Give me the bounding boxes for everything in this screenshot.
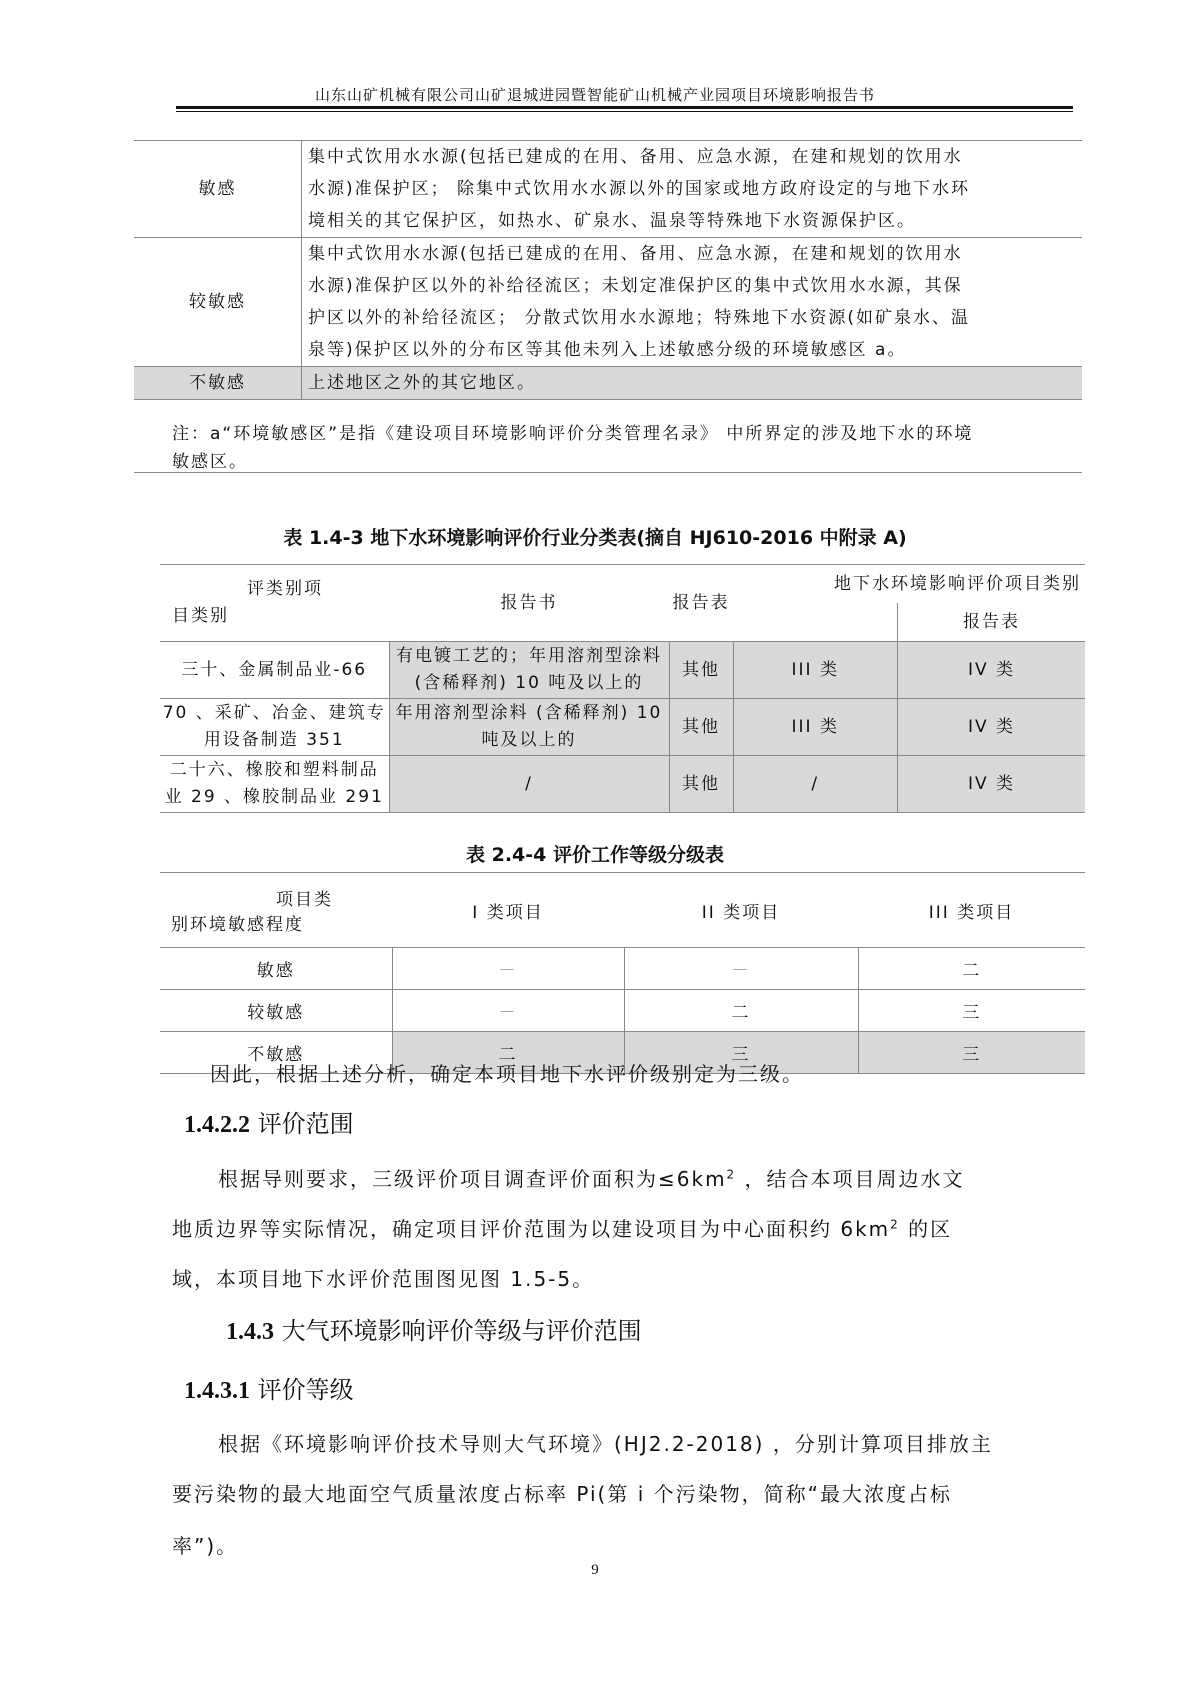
report-criteria <box>389 699 669 756</box>
table-caption: 表 1.4-3 地下水环境影响评价行业分类表(摘自 HJ610-2016 中附录 A) <box>283 527 907 549</box>
note-line: 注：a“环境敏感区”是指《建设项目环境影响评价分类管理名录》 中所界定的涉及地下水的环境 <box>172 424 974 444</box>
cell-line: 70 、采矿、冶金、建筑专 <box>162 703 386 723</box>
section-heading-1422 <box>184 1104 354 1139</box>
class-report: / <box>733 756 898 813</box>
text-line: 上述地区之外的其它地区。 <box>308 373 536 393</box>
table-row <box>134 238 1082 367</box>
document-header-title: 山东山矿机械有限公司山矿退城进园暨智能矿山机械产业园项目环境影响报告书 <box>314 86 875 104</box>
header-sub-empty <box>733 603 898 642</box>
cell-line: 业 29 、橡胶制品业 291 <box>164 787 384 807</box>
section-number: 1.4.3 <box>226 1319 274 1345</box>
cell-line: (含稀释剂) 10 吨及以上的 <box>414 673 644 693</box>
superscript: 2 <box>726 1167 737 1182</box>
sensitivity-level: 敏感 <box>134 141 302 238</box>
form-criteria: 其他 <box>669 642 733 699</box>
report-criteria <box>389 756 669 813</box>
form-criteria: 其他 <box>669 756 733 813</box>
corner-header-top: 项目类 <box>276 890 333 910</box>
cell-line: 年用溶剂型涂料 (含稀释剂) 10 <box>395 703 663 723</box>
header-report: 报告书 <box>389 565 669 642</box>
class-form: IV 类 <box>898 642 1086 699</box>
conclusion-paragraph: 因此，根据上述分析，确定本项目地下水评价级别定为三级。 <box>210 1062 804 1086</box>
table-row <box>160 990 1085 1032</box>
paragraph-line: 要污染物的最大地面空气质量浓度占标率 Pi(第 i 个污染物，简称“最大浓度占标 <box>172 1482 952 1506</box>
grade-value: 二 <box>392 1032 624 1074</box>
corner-header-top: 评类别项 <box>247 579 323 599</box>
grade-classification-table <box>160 872 1085 1074</box>
industry-category <box>160 699 389 756</box>
divider <box>134 472 1082 473</box>
sensitivity-table <box>134 140 1082 400</box>
grade-value: 三 <box>624 1032 858 1074</box>
grade-value: － <box>392 948 624 990</box>
sensitivity-level: 较敏感 <box>160 990 392 1032</box>
paragraph-line: 域，本项目地下水评价范围图见图 1.5-5。 <box>172 1267 595 1291</box>
text-line: 境相关的其它保护区，如热水、矿泉水、温泉等特殊地下水资源保护区。 <box>308 211 916 231</box>
text-span: 地质边界等实际情况，确定项目评价范围为以建设项目为中心面积约 6km <box>172 1217 891 1241</box>
cell-line: / <box>525 773 533 794</box>
text-line: 泉等)保护区以外的分布区等其他未列入上述敏感分级的环境敏感区 a。 <box>308 340 907 360</box>
table-row <box>160 756 1085 813</box>
grade-value: 三 <box>858 990 1085 1032</box>
table-row <box>134 141 1082 238</box>
text-line: 水源)准保护区； 除集中式饮用水水源以外的国家或地方政府设定的与地下水环 <box>308 179 971 199</box>
header-rule-thick <box>176 106 1073 109</box>
text-line: 集中式饮用水水源(包括已建成的在用、备用、应急水源，在建和规划的饮用水 <box>308 244 963 264</box>
section-title: 评价等级 <box>257 1376 354 1404</box>
grade-value: 三 <box>858 1032 1085 1074</box>
industry-category <box>160 756 389 813</box>
corner-header <box>160 565 389 642</box>
table-row <box>160 699 1085 756</box>
sensitivity-level: 敏感 <box>160 948 392 990</box>
note-line: 敏感区。 <box>172 452 248 472</box>
sensitivity-level: 较敏感 <box>134 238 302 367</box>
report-criteria <box>389 642 669 699</box>
class-form: IV 类 <box>898 699 1086 756</box>
class-report: III 类 <box>733 642 898 699</box>
sensitivity-description <box>302 141 1083 238</box>
table-note <box>172 420 1077 476</box>
industry-classification-table <box>160 564 1085 813</box>
sensitivity-description <box>302 238 1083 367</box>
header-group: 地下水环境影响评价项目类别 <box>733 565 1085 604</box>
grade-value: 二 <box>624 990 858 1032</box>
paragraph-line <box>218 1163 965 1192</box>
cell-line: 三十、金属制品业-66 <box>181 659 368 680</box>
text-span: ，结合本项目周边水文 <box>736 1167 965 1191</box>
section-heading-143 <box>226 1311 642 1346</box>
table-row <box>160 948 1085 990</box>
section-title: 大气环境影响评价等级与评价范围 <box>281 1317 642 1345</box>
paragraph-line <box>172 1213 952 1242</box>
header-form: 报告表 <box>669 565 733 642</box>
table-header-row <box>160 565 1085 604</box>
section-heading-1431 <box>184 1370 354 1405</box>
corner-header-bottom: 别环境敏感程度 <box>171 915 304 935</box>
section-number: 1.4.2.2 <box>184 1112 250 1138</box>
text-line: 水源)准保护区以外的补给径流区；未划定准保护区的集中式饮用水水源，其保 <box>308 276 963 296</box>
table-row <box>134 367 1082 400</box>
text-line: 集中式饮用水水源(包括已建成的在用、备用、应急水源，在建和规划的饮用水 <box>308 147 963 167</box>
class-form: IV 类 <box>898 756 1086 813</box>
superscript: 2 <box>890 1217 900 1232</box>
grade-value: － <box>624 948 858 990</box>
table-caption: 表 2.4-4 评价工作等级分级表 <box>466 844 724 866</box>
corner-header <box>160 873 392 948</box>
text-line: 护区以外的补给径流区； 分散式饮用水水源地；特殊地下水资源(如矿泉水、温 <box>308 308 971 328</box>
cell-line: 二十六、橡胶和塑料制品 <box>169 760 379 780</box>
cell-line: 用设备制造 351 <box>203 730 345 750</box>
text-span: 的区 <box>899 1217 953 1241</box>
industry-category <box>160 642 389 699</box>
cell-line: 有电镀工艺的；年用溶剂型涂料 <box>396 646 662 666</box>
corner-header-bottom: 目类别 <box>172 606 229 626</box>
grade-value: － <box>392 990 624 1032</box>
grade-value: 二 <box>858 948 1085 990</box>
section-number: 1.4.3.1 <box>184 1378 250 1404</box>
table-header-row <box>160 873 1085 948</box>
header-col: I 类项目 <box>392 873 624 948</box>
cell-line: 吨及以上的 <box>481 730 577 750</box>
page-number: 9 <box>591 1562 599 1578</box>
header-sub-form: 报告表 <box>898 603 1086 642</box>
header-rule-thin <box>176 111 1073 112</box>
header-col: II 类项目 <box>624 873 858 948</box>
class-report: III 类 <box>733 699 898 756</box>
table-row <box>160 642 1085 699</box>
sensitivity-level: 不敏感 <box>134 367 302 400</box>
header-col: III 类项目 <box>858 873 1085 948</box>
sensitivity-level: 不敏感 <box>160 1032 392 1074</box>
sensitivity-description <box>302 367 1083 400</box>
paragraph-line: 根据《环境影响评价技术导则大气环境》(HJ2.2-2018) ，分别计算项目排放主 <box>218 1432 993 1456</box>
form-criteria: 其他 <box>669 699 733 756</box>
paragraph-line: 率”)。 <box>172 1534 239 1558</box>
text-span: 根据导则要求，三级评价项目调查评价面积为≤6km <box>218 1167 727 1191</box>
section-title: 评价范围 <box>257 1110 354 1138</box>
